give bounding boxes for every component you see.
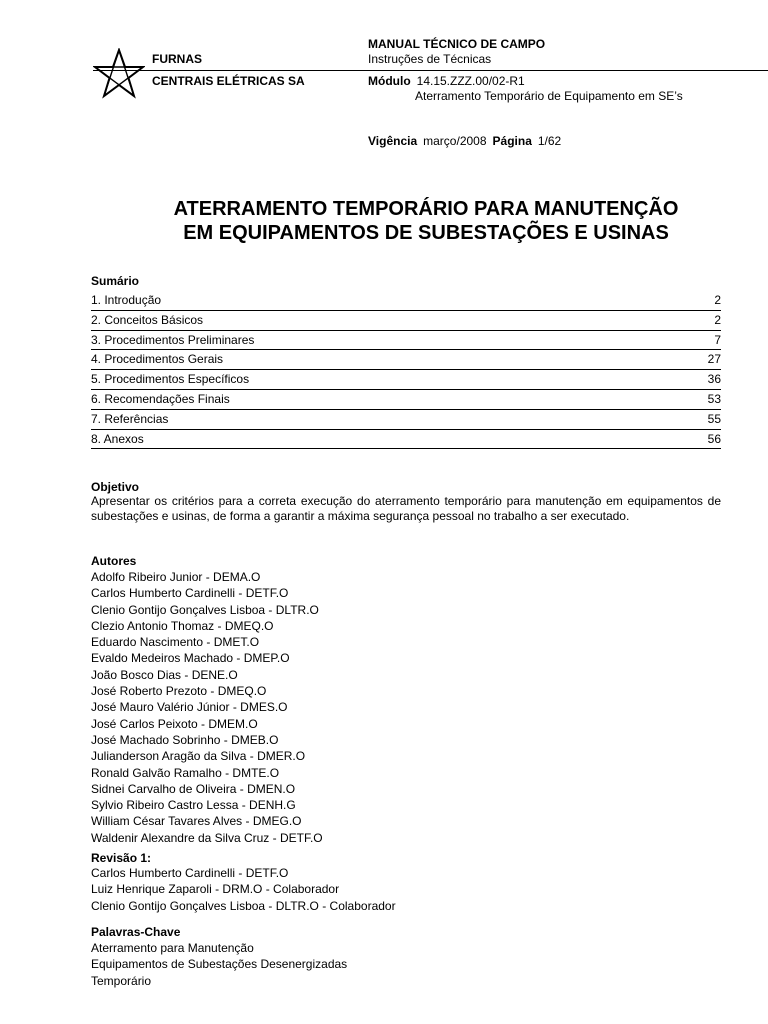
list-item: José Carlos Peixoto - DMEM.O bbox=[91, 716, 258, 731]
manual-subtitle: Instruções de Técnicas bbox=[368, 52, 492, 66]
autores-heading: Autores bbox=[91, 554, 137, 568]
manual-title: MANUAL TÉCNICO DE CAMPO bbox=[368, 37, 546, 51]
list-item: José Machado Sobrinho - DMEB.O bbox=[91, 732, 279, 747]
toc-item-label: 2. Conceitos Básicos bbox=[91, 312, 204, 327]
toc-item-label: 6. Recomendações Finais bbox=[91, 391, 230, 406]
toc-row bbox=[91, 291, 721, 311]
toc-row bbox=[91, 390, 721, 410]
list-item: Waldenir Alexandre da Silva Cruz - DETF.O bbox=[91, 830, 323, 845]
toc-item-label: 1. Introdução bbox=[91, 293, 162, 307]
document-title-line1: ATERRAMENTO TEMPORÁRIO PARA MANUTENÇÃO bbox=[173, 198, 679, 220]
modulo-label: Módulo bbox=[368, 74, 411, 88]
toc-row bbox=[91, 350, 721, 370]
list-item: Clezio Antonio Thomaz - DMEQ.O bbox=[91, 618, 274, 633]
list-item: Temporário bbox=[91, 973, 152, 988]
toc-item-label: 7. Referências bbox=[91, 411, 169, 426]
header-rule bbox=[93, 70, 768, 71]
list-item: Luiz Henrique Zaparoli - DRM.O - Colaborador bbox=[91, 882, 340, 897]
objetivo-text: Apresentar os critérios para a correta execução do aterramento temporário para manutenção em equipamentos de subestações e usinas, de forma a garantir a máxima segurança pessoal no trabalho a ser executado. bbox=[91, 494, 721, 523]
toc-item-page: 27 bbox=[707, 352, 721, 367]
list-item: Carlos Humberto Cardinelli - DETF.O bbox=[91, 586, 289, 601]
revisao-heading: Revisão 1: bbox=[91, 851, 152, 865]
furnas-star-logo-icon bbox=[93, 48, 145, 100]
toc-item-page: 56 bbox=[707, 431, 721, 446]
list-item: Julianderson Aragão da Silva - DMER.O bbox=[91, 749, 306, 764]
toc-item-label: 5. Procedimentos Específicos bbox=[91, 372, 250, 387]
toc-item-page: 2 bbox=[714, 312, 721, 327]
company-fullname: CENTRAIS ELÉTRICAS SA bbox=[152, 74, 305, 88]
list-item: Clenio Gontijo Gonçalves Lisboa - DLTR.O bbox=[91, 602, 319, 617]
pagina-label: Página bbox=[492, 134, 532, 148]
toc-row bbox=[91, 370, 721, 390]
autores-list bbox=[91, 569, 323, 846]
list-item: Ronald Galvão Ramalho - DMTE.O bbox=[91, 765, 280, 780]
toc-item-label: 4. Procedimentos Gerais bbox=[91, 352, 224, 367]
toc-item-label: 8. Anexos bbox=[91, 431, 144, 446]
list-item: Sidnei Carvalho de Oliveira - DMEN.O bbox=[91, 781, 296, 796]
toc-item-page: 55 bbox=[707, 411, 721, 426]
list-item: Clenio Gontijo Gonçalves Lisboa - DLTR.O - Colaborador bbox=[91, 898, 396, 913]
toc-row bbox=[91, 331, 721, 351]
vigencia-label: Vigência bbox=[368, 134, 418, 148]
modulo-line bbox=[368, 74, 525, 88]
vigencia-value: março/2008 bbox=[423, 134, 487, 148]
modulo-code: 14.15.ZZZ.00/02-R1 bbox=[416, 74, 525, 88]
toc-row bbox=[91, 430, 721, 450]
objetivo-heading: Objetivo bbox=[91, 480, 140, 494]
list-item: William César Tavares Alves - DMEG.O bbox=[91, 814, 302, 829]
vigencia-line bbox=[368, 134, 561, 148]
list-item: Aterramento para Manutenção bbox=[91, 941, 254, 955]
toc-item-page: 7 bbox=[714, 332, 721, 347]
toc-row bbox=[91, 410, 721, 430]
list-item: Sylvio Ribeiro Castro Lessa - DENH.G bbox=[91, 798, 296, 813]
list-item: Eduardo Nascimento - DMET.O bbox=[91, 635, 260, 650]
list-item: Evaldo Medeiros Machado - DMEP.O bbox=[91, 651, 290, 666]
table-of-contents bbox=[91, 291, 721, 449]
palavras-chave-heading: Palavras-Chave bbox=[91, 925, 181, 939]
toc-item-label: 3. Procedimentos Preliminares bbox=[91, 332, 255, 347]
toc-item-page: 53 bbox=[707, 391, 721, 406]
sumario-heading: Sumário bbox=[91, 274, 140, 288]
toc-row bbox=[91, 311, 721, 331]
list-item: Carlos Humberto Cardinelli - DETF.O bbox=[91, 866, 289, 880]
list-item: Adolfo Ribeiro Junior - DEMA.O bbox=[91, 570, 261, 584]
document-title bbox=[91, 197, 761, 245]
modulo-description: Aterramento Temporário de Equipamento em SE’s bbox=[415, 89, 683, 103]
list-item: João Bosco Dias - DENE.O bbox=[91, 667, 238, 682]
document-title-line2: EM EQUIPAMENTOS DE SUBESTAÇÕES E USINAS bbox=[183, 222, 669, 244]
toc-item-page: 2 bbox=[714, 293, 721, 307]
palavras-chave-list bbox=[91, 940, 347, 989]
list-item: José Mauro Valério Júnior - DMES.O bbox=[91, 700, 288, 715]
list-item: Equipamentos de Subestações Desenergizadas bbox=[91, 957, 348, 972]
list-item: José Roberto Prezoto - DMEQ.O bbox=[91, 684, 267, 699]
company-name: FURNAS bbox=[152, 52, 202, 66]
toc-item-page: 36 bbox=[707, 372, 721, 387]
revisao-list bbox=[91, 865, 396, 914]
pagina-value: 1/62 bbox=[537, 134, 562, 148]
